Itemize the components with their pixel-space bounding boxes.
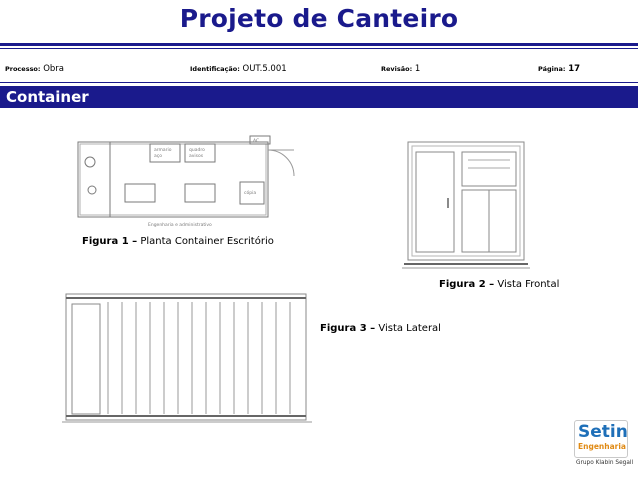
meta-processo-value: Obra [43, 64, 64, 74]
front-inner-frame [412, 146, 520, 256]
front-window [462, 152, 516, 186]
plan-desk-1 [125, 184, 155, 202]
figure-2-caption [439, 279, 559, 290]
section-bar [0, 86, 638, 108]
plan-outer-wall [78, 142, 268, 217]
plan-door-swing [268, 150, 294, 176]
setin-logo [570, 418, 634, 472]
plan-text-sala: Engenharia e administrativo [148, 223, 212, 228]
meta-revisao [381, 64, 420, 74]
header-rule-thin [0, 48, 638, 49]
plan-desk-2 [185, 184, 215, 202]
front-view-drawing [402, 132, 532, 272]
meta-revisao-value: 1 [414, 64, 421, 74]
plan-quadro [185, 144, 215, 162]
plan-text-quadro2: avisos [189, 154, 204, 159]
meta-pagina-label: Página: [538, 65, 566, 73]
meta-processo [5, 64, 64, 74]
figure-2-label: Figura 2 – [439, 279, 495, 290]
plan-toilet [88, 186, 96, 194]
meta-processo-label: Processo: [5, 65, 41, 73]
plan-text-copia: cópia [244, 191, 257, 196]
plan-inner-wall [80, 144, 266, 215]
page-title: Projeto de Canteiro [179, 4, 459, 33]
figure-1-caption [82, 236, 274, 247]
meta-identificacao-label: Identificação: [190, 65, 240, 73]
figure-3-caption [320, 323, 441, 334]
side-door [72, 304, 100, 414]
meta-pagina-value: 17 [568, 64, 581, 74]
section-title: Container [6, 88, 89, 106]
figure-3-label: Figura 3 – [320, 323, 376, 334]
figure-1-label: Figura 1 – [82, 236, 138, 247]
logo-group: Grupo Klabin Segall [576, 460, 634, 466]
meta-rule [0, 82, 638, 83]
figure-2-text: Vista Frontal [497, 279, 560, 290]
plan-sink [85, 157, 95, 167]
meta-pagina [538, 64, 580, 74]
logo-subtitle: Engenharia [578, 442, 626, 451]
document-meta [0, 64, 638, 78]
meta-identificacao-value: OUT.5.001 [242, 64, 287, 74]
side-outer-frame [66, 294, 306, 420]
figure-1-text: Planta Container Escritório [140, 236, 274, 247]
plan-text-armario1: armario [154, 148, 172, 153]
figure-3-text: Vista Lateral [378, 323, 441, 334]
plan-text-ac: AC [253, 139, 260, 144]
header-rule [0, 43, 638, 46]
plan-armario [150, 144, 180, 162]
plan-text-armario2: aço [154, 154, 162, 159]
plan-text-quadro1: quadro [189, 148, 205, 153]
floor-plan-drawing [70, 132, 310, 234]
side-view-drawing [62, 286, 312, 426]
meta-identificacao [190, 64, 287, 74]
logo-name: Setin [578, 422, 628, 442]
meta-revisao-label: Revisão: [381, 65, 413, 73]
